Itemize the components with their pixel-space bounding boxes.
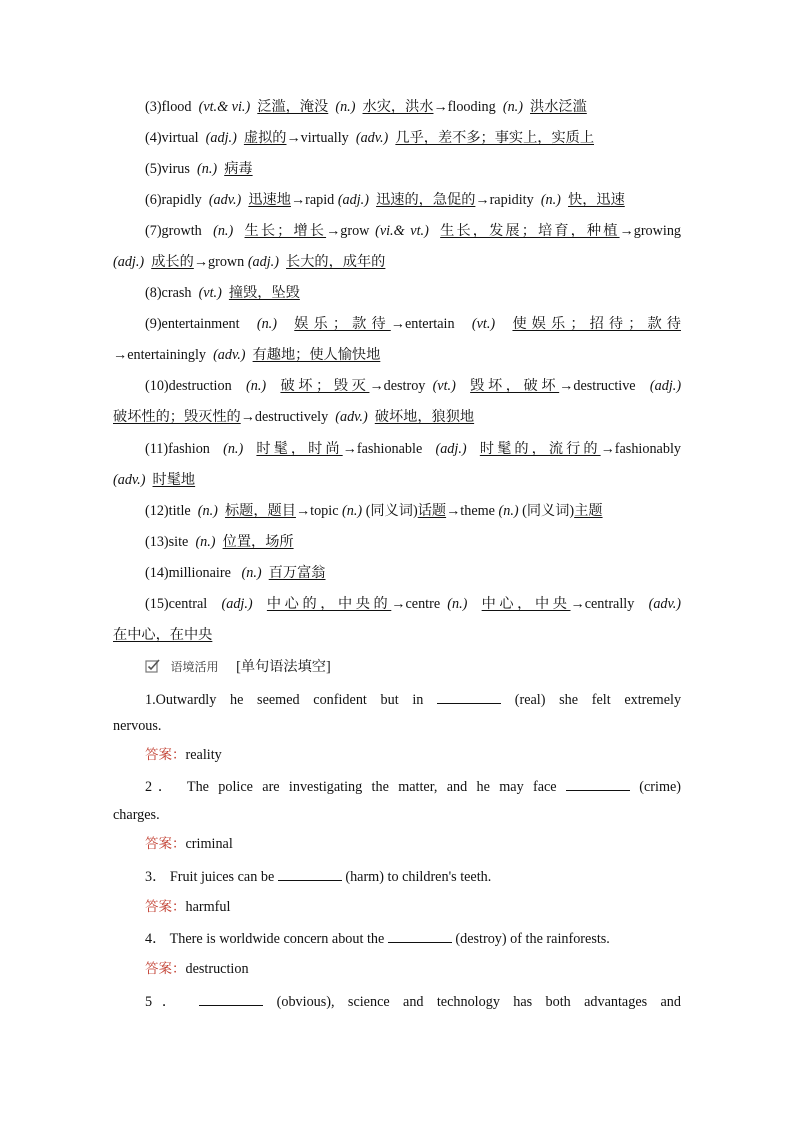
- vocab-item-virus: [145, 159, 681, 179]
- headword: (6)rapidly: [145, 192, 202, 208]
- vocab-item-central: [145, 594, 681, 614]
- vocab-item-title: [145, 501, 681, 521]
- vocab-item-fashion: [145, 439, 681, 459]
- vocab-item-destruction-cont: [113, 407, 681, 427]
- pos: (n.): [246, 378, 267, 394]
- vocab-item-entertainment: [145, 314, 681, 334]
- section-tag: 语境活用: [170, 660, 219, 674]
- answer-2: [145, 834, 681, 854]
- vocab-item-entertainment-cont: [113, 345, 681, 365]
- exercise-number: 3．: [145, 869, 167, 885]
- meaning: 破坏地，狼狈地: [374, 409, 475, 425]
- meaning: 位置，场所: [222, 534, 294, 550]
- pos: (n.): [213, 223, 234, 239]
- exercise-1-cont: [113, 716, 681, 736]
- derived-word: →rapidity: [475, 192, 534, 208]
- headword: (10)destruction: [145, 378, 232, 394]
- vocab-item-rapidly: [145, 190, 681, 210]
- headword: (15)central: [145, 596, 208, 612]
- pos: (adv.): [208, 192, 242, 208]
- answer-text: destruction: [185, 961, 249, 977]
- answer-text: criminal: [185, 836, 233, 852]
- pos: (n.): [223, 441, 244, 457]
- meaning: 时髦的，流行的: [479, 441, 601, 457]
- headword: (7)growth: [145, 223, 202, 239]
- meaning: 中心的，中央的: [266, 596, 392, 612]
- pos: (vt.): [198, 285, 222, 301]
- headword: (12)title: [145, 503, 191, 519]
- exercise-number: 4．: [145, 931, 167, 947]
- pos: (n.): [502, 99, 523, 115]
- answer-text: harmful: [185, 899, 231, 915]
- meaning: 话题: [417, 503, 447, 519]
- word-hint: (harm): [345, 869, 384, 885]
- answer-blank: [566, 776, 630, 791]
- vocab-item-central-cont: [113, 625, 681, 645]
- answer-label: 答案：: [145, 961, 186, 977]
- derived-word: →destructive: [559, 378, 636, 394]
- vocab-item-destruction: [145, 376, 681, 396]
- vocab-item-crash: [145, 283, 681, 303]
- exercise-number: 1.: [145, 692, 156, 708]
- pos: (adv.): [113, 472, 146, 488]
- exercise-text: Outwardly he seemed confident but in: [155, 692, 424, 708]
- meaning: 中心，中央: [481, 596, 571, 612]
- derived-word: →entertainingly: [113, 347, 206, 363]
- meaning: 时髦，时尚: [256, 441, 343, 457]
- note: (同义词): [365, 503, 418, 519]
- pos: (n.): [447, 596, 468, 612]
- exercise-5: [145, 991, 681, 1012]
- derived-word: →virtually: [286, 130, 349, 146]
- answer-3: [145, 897, 681, 917]
- meaning: 撞毁，坠毁: [228, 285, 300, 301]
- derived-word: →destructively: [240, 409, 329, 425]
- vocab-item-millionaire: [145, 563, 681, 583]
- pos: (n.): [342, 503, 363, 519]
- meaning: 快，迅速: [568, 192, 625, 208]
- pos: (vi.& vt.): [375, 223, 429, 239]
- meaning: 成长的: [151, 254, 194, 270]
- exercise-4: [145, 928, 681, 949]
- pos: (vt.): [471, 316, 496, 332]
- derived-word: →rapid: [290, 192, 335, 208]
- checkbox-pencil-icon: [145, 658, 161, 674]
- vocab-item-growth-cont: [113, 252, 681, 272]
- exercise-text: The police are investigating the matter, and he may face: [186, 779, 557, 795]
- meaning: 主题: [574, 503, 603, 519]
- vocab-item-site: [145, 532, 681, 552]
- meaning: 在中心，在中央: [113, 627, 213, 643]
- exercise-3: [145, 866, 681, 887]
- headword: (3)flood: [145, 99, 192, 115]
- answer-blank: [437, 689, 501, 704]
- derived-word: →centrally: [570, 596, 635, 612]
- derived-word: →growing: [619, 223, 682, 239]
- headword: (14)millionaire: [145, 565, 231, 581]
- derived-word: →grown: [193, 254, 245, 270]
- exercise-text: of the rainforests.: [510, 931, 610, 947]
- derived-word: →fashionable: [342, 441, 423, 457]
- answer-label: 答案：: [145, 747, 186, 763]
- answer-text: reality: [185, 747, 222, 763]
- meaning: 破坏性的；毁灭性的: [113, 409, 241, 425]
- derived-word: →destroy: [369, 378, 426, 394]
- exercise-2-cont: [113, 805, 681, 825]
- meaning: 病毒: [224, 161, 253, 177]
- meaning: 娱乐；款待: [294, 316, 391, 332]
- meaning: 使娱乐；招待；款待: [512, 316, 681, 332]
- meaning: 迅速地: [248, 192, 291, 208]
- answer-4: [145, 959, 681, 979]
- pos: (n.): [498, 503, 519, 519]
- meaning: 长大的，成年的: [286, 254, 386, 270]
- meaning: 标题，题目: [224, 503, 296, 519]
- pos: (adj.): [247, 254, 279, 270]
- meaning: 生长；增长: [244, 223, 327, 239]
- pos: (adj.): [337, 192, 369, 208]
- headword: (5)virus: [145, 161, 190, 177]
- pos: (n.): [241, 565, 262, 581]
- meaning: 虚拟的: [243, 130, 287, 146]
- exercise-2: [145, 776, 681, 797]
- answer-blank: [278, 866, 342, 881]
- derived-word: →entertain: [390, 316, 455, 332]
- meaning: 迅速的，急促的: [376, 192, 476, 208]
- exercise-1: [145, 689, 681, 710]
- answer-1: [145, 745, 681, 765]
- derived-word: →topic: [295, 503, 339, 519]
- pos: (adj.): [113, 254, 145, 270]
- answer-blank: [199, 991, 263, 1006]
- pos: (n.): [335, 99, 356, 115]
- headword: (11)fashion: [145, 441, 210, 457]
- meaning: 几乎，差不多；事实上，实质上: [395, 130, 595, 146]
- pos: (adj.): [221, 596, 253, 612]
- pos: (n.): [197, 503, 218, 519]
- word-hint: (destroy): [455, 931, 507, 947]
- word-hint: (crime): [639, 779, 682, 795]
- derived-word: →grow: [326, 223, 370, 239]
- exercise-text: charges.: [113, 807, 160, 823]
- vocab-item-growth: [145, 221, 681, 241]
- word-hint: (real): [514, 692, 546, 708]
- exercise-text: science and technology has both advantages and: [347, 994, 681, 1010]
- derived-word: →fashionably: [600, 441, 681, 457]
- derived-word: →centre: [391, 596, 441, 612]
- pos: (n.): [256, 316, 277, 332]
- pos: (adv.): [335, 409, 368, 425]
- meaning: 洪水泛滥: [530, 99, 587, 115]
- meaning: 水灾，洪水: [362, 99, 434, 115]
- exercise-number: 5．: [145, 994, 186, 1010]
- pos: (n.): [195, 534, 216, 550]
- exercise-number: 2．: [145, 779, 178, 795]
- answer-label: 答案：: [145, 899, 186, 915]
- vocab-item-flood: [145, 97, 681, 117]
- exercise-text: There is worldwide concern about the: [169, 931, 385, 947]
- word-hint: (obvious),: [276, 994, 335, 1010]
- pos: (n.): [197, 161, 218, 177]
- headword: (9)entertainment: [145, 316, 240, 332]
- pos: (adj.): [435, 441, 467, 457]
- exercise-text: to children's teeth.: [387, 869, 492, 885]
- exercise-text: she felt extremely: [559, 692, 682, 708]
- answer-blank: [388, 928, 452, 943]
- derived-word: →theme: [446, 503, 495, 519]
- pos: (vt.): [432, 378, 456, 394]
- headword: (13)site: [145, 534, 189, 550]
- vocab-item-virtual: [145, 128, 681, 148]
- section-header: [145, 655, 331, 679]
- exercise-text: Fruit juices can be: [169, 869, 275, 885]
- meaning: 百万富翁: [268, 565, 326, 581]
- section-title: [单句语法填空]: [236, 659, 331, 675]
- exercise-text: nervous.: [113, 718, 162, 734]
- pos: (adv.): [213, 347, 246, 363]
- derived-word: →flooding: [433, 99, 496, 115]
- pos: (adv.): [648, 596, 682, 612]
- meaning: 破坏；毁灭: [280, 378, 370, 394]
- headword: (4)virtual: [145, 130, 199, 146]
- meaning: 泛滥，淹没: [257, 99, 329, 115]
- pos: (adv.): [355, 130, 389, 146]
- pos: (adj.): [205, 130, 237, 146]
- pos: (vt.& vi.): [198, 99, 251, 115]
- meaning: 毁坏，破坏: [470, 378, 560, 394]
- answer-label: 答案：: [145, 836, 186, 852]
- vocab-item-fashion-cont: [113, 470, 681, 490]
- pos: (adj.): [649, 378, 682, 394]
- meaning: 生长，发展；培育，种植: [440, 223, 620, 239]
- meaning: 有趣地；使人愉快地: [252, 347, 381, 363]
- note: (同义词): [522, 503, 575, 519]
- pos: (n.): [540, 192, 561, 208]
- meaning: 时髦地: [152, 472, 196, 488]
- headword: (8)crash: [145, 285, 192, 301]
